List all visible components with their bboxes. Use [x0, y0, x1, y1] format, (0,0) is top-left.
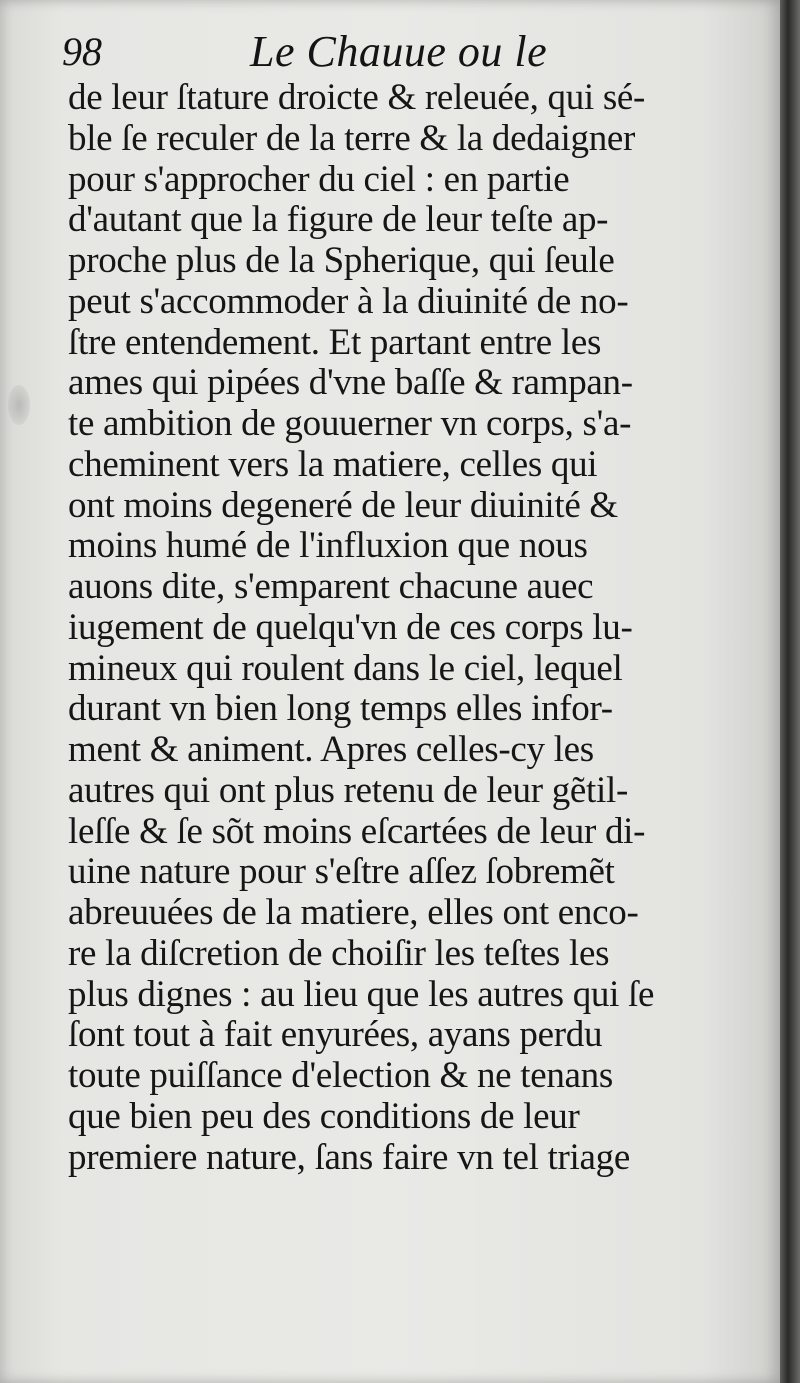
text-line: auons dite, s'emparent chacune auec: [68, 567, 594, 607]
text-line: premiere nature, ſans faire vn tel triage: [68, 1137, 630, 1178]
text-line: autres qui ont plus retenu de leur gẽtil-: [68, 770, 629, 811]
page-number: 98: [62, 29, 102, 74]
text-line: de leur ſtature droicte & releuée, qui sé-: [68, 78, 646, 118]
running-head: [62, 22, 722, 82]
running-title: Le Chauue ou le: [250, 27, 548, 76]
text-line: pour s'approcher du ciel : en partie: [68, 159, 570, 200]
text-line: te ambition de gouuerner vn corps, s'a-: [68, 404, 632, 444]
text-line: ſtre entendement. Et partant entre les: [68, 322, 602, 363]
text-line: durant vn bien long temps elles infor-: [68, 689, 613, 730]
text-line: proche plus de la Spherique, qui ſeule: [68, 241, 615, 281]
text-line: leſſe & ſe sõt moins eſcartées de leur di-: [68, 811, 646, 852]
text-line: uine nature pour s'eſtre aſſez ſobremẽt: [68, 852, 615, 893]
text-line: ble ſe reculer de la terre & la dedaigner: [68, 118, 636, 159]
text-line: iugement de quelqu'vn de ces corps lu-: [68, 607, 633, 648]
text-line: toute puiſſance d'election & ne tenans: [68, 1056, 613, 1096]
text-line: cheminent vers la matiere, celles qui: [68, 444, 598, 485]
text-line: ames qui pipées d'vne baſſe & rampan-: [68, 363, 633, 404]
text-line: ment & animent. Apres celles-cy les: [68, 730, 594, 770]
text-line: ſont tout à fait enyurées, ayans perdu: [68, 1015, 603, 1056]
text-line: abreuuées de la matiere, elles ont enco-: [68, 893, 639, 933]
page-binding-shadow: [780, 0, 800, 1383]
text-line: peut s'accommoder à la diuinité de no-: [68, 281, 629, 322]
text-line: d'autant que la figure de leur teſte ap-: [68, 200, 609, 241]
text-line: ont moins degeneré de leur diuinité &: [68, 485, 618, 526]
text-line: que bien peu des conditions de leur: [68, 1096, 580, 1137]
text-line: moins humé de l'influxion que nous: [68, 526, 588, 567]
page-stain: [8, 385, 30, 425]
text-line: mineux qui roulent dans le ciel, lequel: [68, 648, 623, 689]
text-line: plus dignes : au lieu que les autres qui ſe: [68, 974, 655, 1015]
body-text: [68, 78, 728, 1178]
text-line: re la diſcretion de choiſir les teſtes les: [68, 933, 610, 974]
